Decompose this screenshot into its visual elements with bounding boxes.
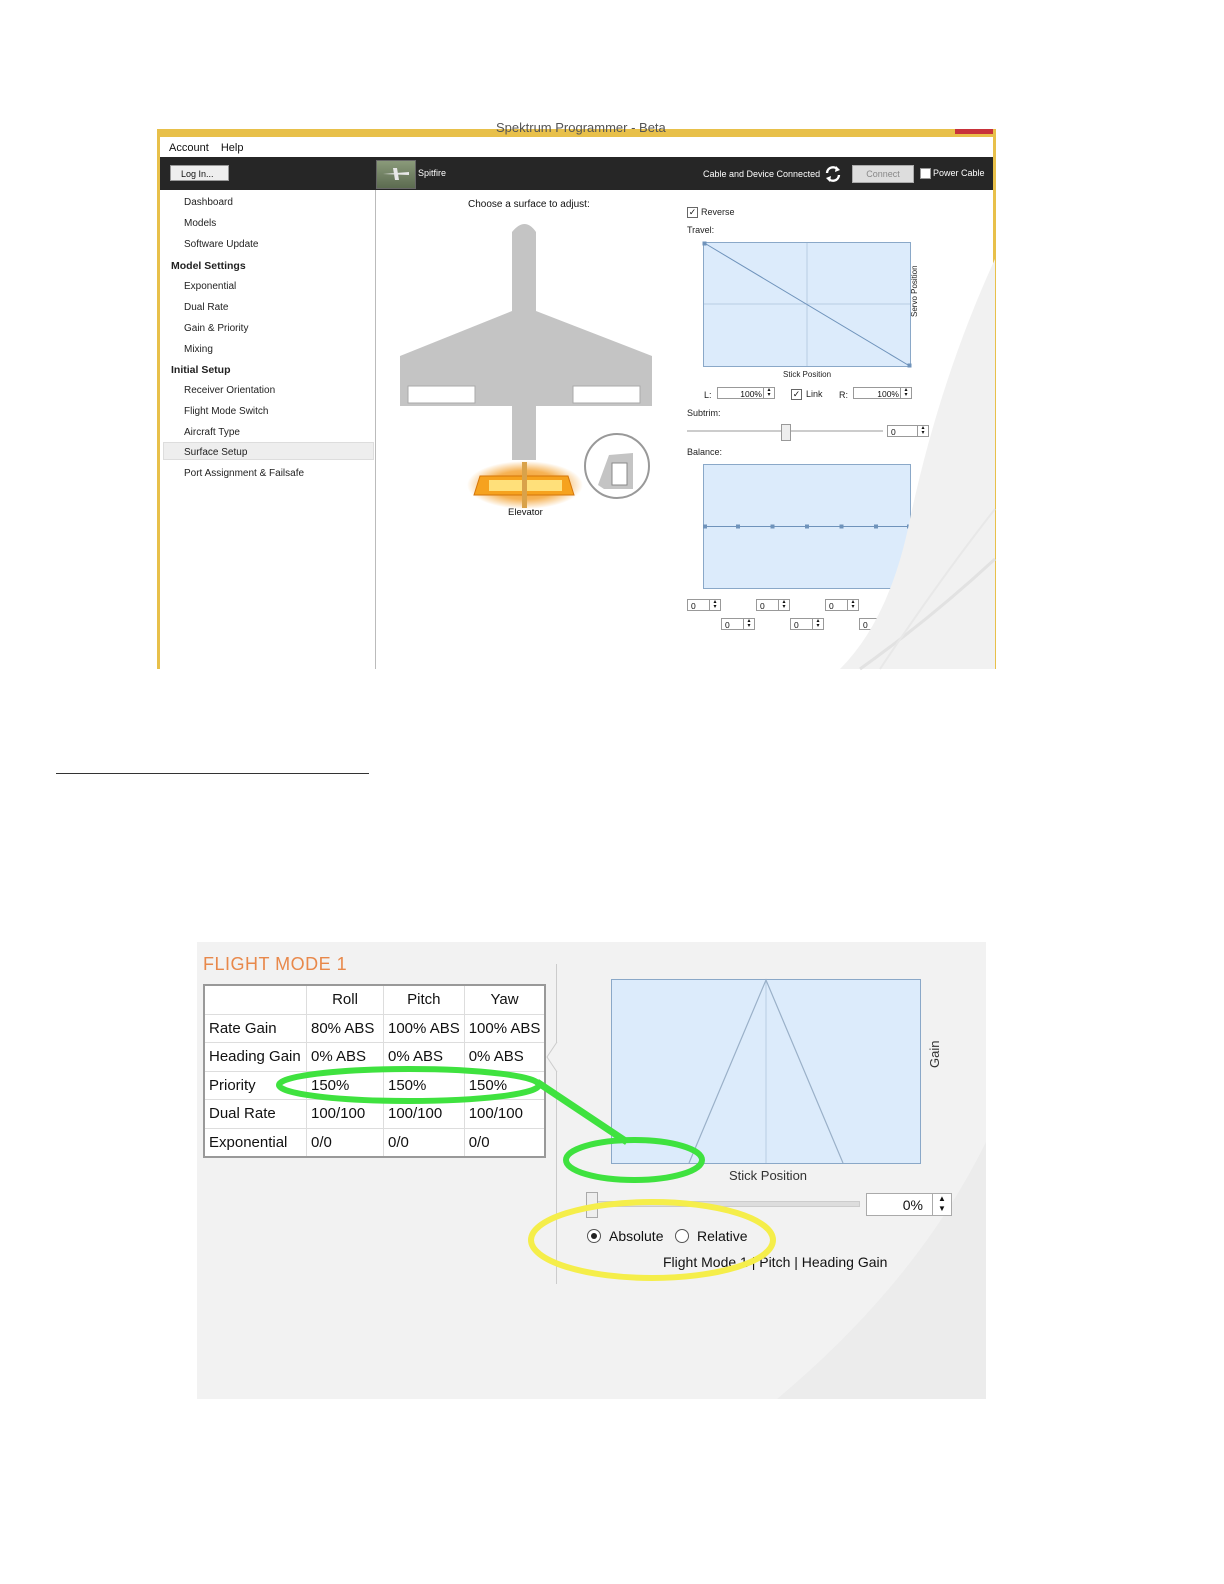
flight-mode-panel [197,942,986,1399]
table-cell[interactable]: 100/100 [307,1100,384,1129]
flight-mode-title: FLIGHT MODE 1 [203,954,348,974]
connection-status: Cable and Device Connected [703,169,821,179]
sidebar-item-gain-priority[interactable]: Gain & Priority [184,323,249,334]
r-label: R: [839,390,848,400]
sidebar-item-software-update[interactable]: Software Update [184,239,259,250]
table-cell[interactable]: 80% ABS [307,1014,384,1043]
gain-percent-spinbox[interactable]: 0% [866,1193,952,1216]
balance-point[interactable] [736,525,740,529]
rudder-fin[interactable] [522,462,527,508]
choose-surface-label: Choose a surface to adjust: [468,199,590,210]
link-checkbox[interactable]: ✓ [792,389,801,399]
reverse-label: Reverse [701,207,735,217]
sidebar-item-flight-mode-switch[interactable]: Flight Mode Switch [184,406,269,417]
balance-label: Balance: [687,447,723,457]
gain-axis-label: Gain [927,1040,942,1068]
row-label: Priority [204,1071,307,1100]
subtrim-slider-thumb[interactable] [781,424,791,441]
table-cell[interactable]: 100% ABS [384,1014,465,1043]
aircraft-diagram [376,210,676,510]
sidebar-item-aircraft-type[interactable]: Aircraft Type [184,427,240,438]
travel-label: Travel: [687,225,715,235]
annotation-connector [537,1082,627,1142]
travel-point-left[interactable] [703,242,707,246]
sidebar-item-surface-setup[interactable]: Surface Setup [184,447,248,458]
menu-bar [160,139,993,157]
relative-label: Relative [697,1228,748,1244]
link-label: Link [806,389,823,399]
spin-arrows-icon[interactable]: ▲ ▼ [932,1194,951,1215]
fuselage-wing-shape[interactable] [400,224,652,460]
breadcrumb: Flight Mode 1 | Pitch | Heading Gain [663,1254,888,1270]
menu-account[interactable]: Account [169,142,209,154]
balance-point[interactable] [771,525,775,529]
sidebar-item-models[interactable]: Models [184,218,217,229]
table-cell[interactable]: 0/0 [307,1128,384,1157]
row-label: Heading Gain [204,1043,307,1072]
table-cell[interactable]: 100/100 [384,1100,465,1129]
chart-annotation-ellipse [566,1140,702,1180]
column-header-yaw: Yaw [464,985,545,1014]
stick-position-axis-label: Stick Position [729,1168,808,1183]
selected-surface-label: Elevator [508,507,543,518]
table-cell[interactable]: 0% ABS [464,1043,545,1072]
sidebar-header-initial-setup: Initial Setup [171,364,231,376]
spektrum-programmer-window [157,120,996,669]
table-cell[interactable]: 0% ABS [307,1043,384,1072]
row-label: Rate Gain [204,1014,307,1043]
table-cell[interactable]: 0/0 [384,1128,465,1157]
window-title: Spektrum Programmer - Beta [496,120,666,135]
table-cell[interactable]: 150% [384,1071,465,1100]
title-bar [160,120,993,137]
stick-position-axis-label: Stick Position [783,370,832,379]
balance-spinbox-1[interactable]: 0 ▴ ▾ [687,599,721,611]
travel-right-spinbox[interactable]: 100% ▴ ▾ [853,387,912,399]
table-cell[interactable]: 0/0 [464,1128,545,1157]
sidebar-item-dual-rate[interactable]: Dual Rate [184,302,229,313]
travel-left-spinbox[interactable]: 100% ▴ ▾ [717,387,775,399]
table-cell[interactable]: 100% ABS [464,1014,545,1043]
connect-button[interactable]: Connect [852,165,914,183]
balance-spinbox-2[interactable]: 0 ▴ ▾ [721,618,755,630]
close-button[interactable] [955,129,993,134]
priority-annotation-ellipse [279,1069,539,1101]
balance-point[interactable] [703,525,707,529]
left-aileron[interactable] [408,386,475,403]
sidebar-item-port-assignment[interactable]: Port Assignment & Failsafe [184,468,305,479]
menu-help[interactable]: Help [220,142,244,154]
right-aileron[interactable] [573,386,640,403]
balance-spinbox-4[interactable]: 0 ▴ ▾ [790,618,824,630]
row-label: Dual Rate [204,1100,307,1129]
power-cable-label: Power Cable [933,168,985,178]
log-in-button[interactable]: Log In... [170,165,229,181]
power-cable-checkbox[interactable] [920,168,931,179]
table-cell[interactable]: 0% ABS [384,1043,465,1072]
table-cell[interactable]: 100/100 [464,1100,545,1129]
subtrim-label: Subtrim: [687,408,721,418]
annotation-overlay [197,942,986,1399]
sidebar-item-dashboard[interactable]: Dashboard [184,197,233,208]
sidebar-header-model-settings: Model Settings [171,260,246,272]
absolute-label: Absolute [609,1228,664,1244]
balance-point[interactable] [805,525,809,529]
sidebar [163,190,376,669]
balance-spinbox-6[interactable]: 0 ▴ ▾ [859,618,893,630]
row-label: Exponential [204,1128,307,1157]
sidebar-item-receiver-orientation[interactable]: Receiver Orientation [184,385,276,396]
servo-position-axis-label: Servo Position [910,265,919,317]
column-header-roll: Roll [307,985,384,1014]
subtrim-spinbox[interactable]: 0 ▴ ▾ [887,425,929,437]
reverse-checkbox[interactable]: ✓ [688,207,697,217]
model-name: Spitfire [418,168,447,178]
toolbar [160,157,993,190]
table-cell[interactable]: 150% [464,1071,545,1100]
column-header-pitch: Pitch [384,985,465,1014]
balance-spinbox-3[interactable]: 0 ▴ ▾ [756,599,790,611]
surface-selector [376,190,676,669]
sidebar-item-exponential[interactable]: Exponential [184,281,237,292]
l-label: L: [704,390,712,400]
balance-spinbox-5[interactable]: 0 ▴ ▾ [825,599,859,611]
footnote-separator [56,773,369,774]
model-thumbnail[interactable] [376,160,416,189]
table-cell[interactable]: 150% [307,1071,384,1100]
airplane-icon [381,167,411,181]
mode-annotation-ellipse [531,1202,773,1278]
refresh-icon[interactable] [823,164,843,184]
background-swoosh [820,259,1000,669]
sidebar-item-mixing[interactable]: Mixing [184,344,213,355]
